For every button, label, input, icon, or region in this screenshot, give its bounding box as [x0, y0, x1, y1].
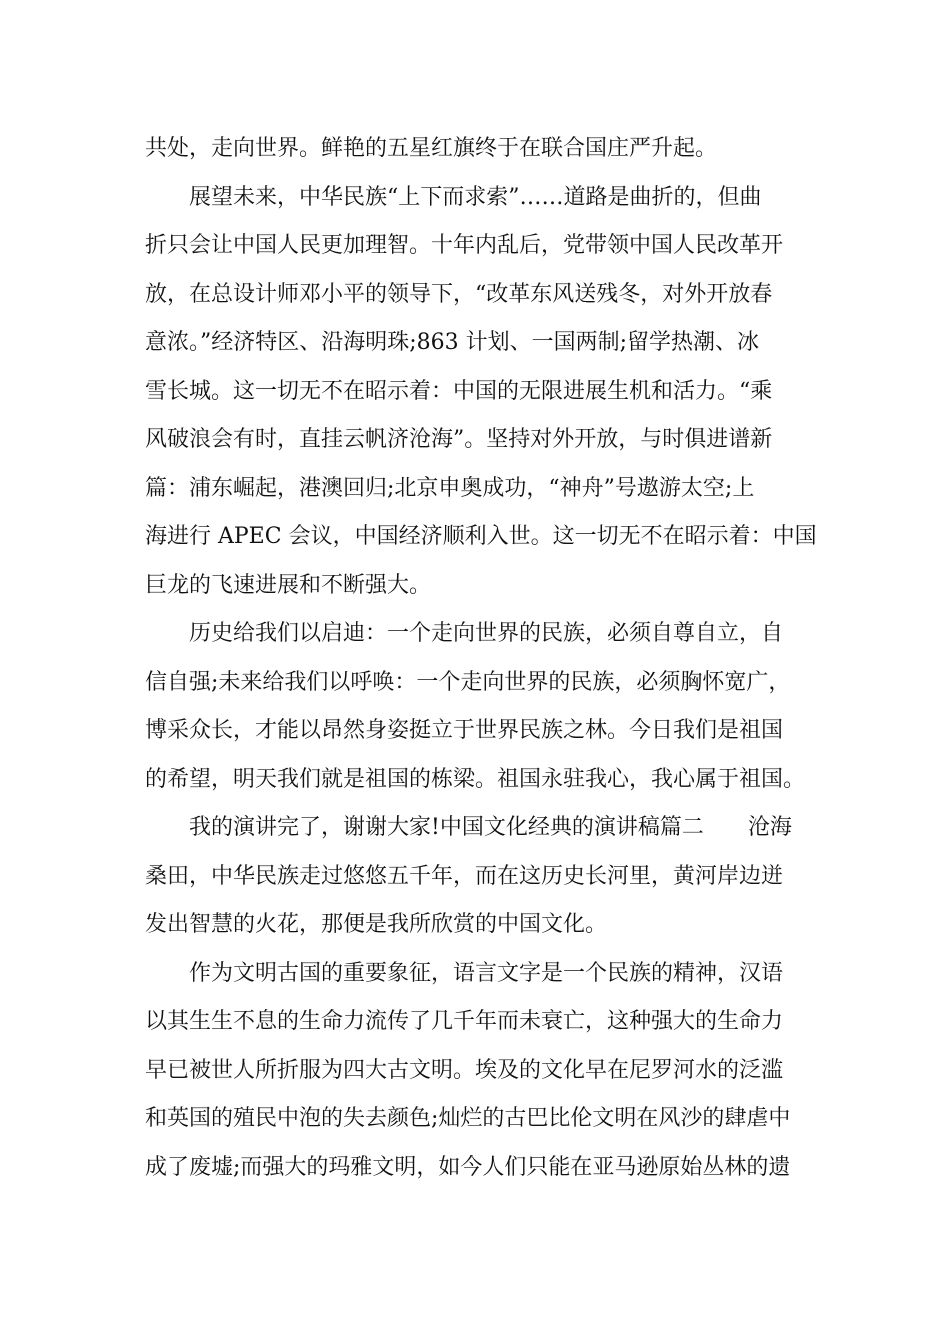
- text-line: 雪长城。这一切无不在昭示着：中国的无限进展生机和活力。“乘: [145, 378, 773, 404]
- text-line: 桑田，中华民族走过悠悠五千年，而在这历史长河里，黄河岸边迸: [145, 863, 784, 889]
- text-line: 作为文明古国的重要象征，语言文字是一个民族的精神，汉语: [189, 960, 784, 986]
- text-line: 以其生生不息的生命力流传了几千年而未衰亡，这种强大的生命力: [145, 1009, 784, 1034]
- text-line: 展望未来，中华民族“上下而求索”……道路是曲折的，但曲: [189, 184, 762, 210]
- text-line: 意浓。”经济特区、沿海明珠;863 计划、一国两制;留学热潮、冰: [145, 330, 760, 355]
- text-line: 成了废墟;而强大的玛雅文明，如今人们只能在亚马逊原始丛林的遗: [145, 1154, 791, 1180]
- text-line: 共处，走向世界。鲜艳的五星红旗终于在联合国庄严升起。: [145, 136, 718, 161]
- text-segment: 我的演讲完了，谢谢大家!中国文化经典的演讲稿篇二: [189, 815, 704, 840]
- text-line: 巨龙的飞速进展和不断强大。: [145, 572, 432, 598]
- text-line: 发出智慧的火花，那便是我所欣赏的中国文化。: [145, 912, 608, 937]
- text-line: 的希望，明天我们就是祖国的栋梁。祖国永驻我心，我心属于祖国。: [145, 766, 806, 792]
- text-line: 海进行 APEC 会议，中国经济顺利入世。这一切无不在昭示着：中国: [145, 524, 817, 549]
- text-line: 早已被世人所折服为四大古文明。埃及的文化早在尼罗河水的泛滥: [145, 1057, 784, 1083]
- text-segment: 沧海: [747, 815, 792, 840]
- text-line: 博采众长，才能以昂然身姿挺立于世界民族之林。今日我们是祖国: [145, 718, 784, 743]
- text-line: 放，在总设计师邓小平的领导下，“改革东风送残冬，对外开放春: [145, 281, 773, 307]
- text-line: 信自强;未来给我们以呼唤：一个走向世界的民族，必须胸怀宽广，: [145, 669, 791, 695]
- text-line: 和英国的殖民中泡的失去颜色;灿烂的古巴比伦文明在风沙的肆虐中: [145, 1106, 791, 1131]
- text-line: 风破浪会有时，直挂云帆济沧海”。坚持对外开放，与时俱进谱新: [145, 427, 773, 452]
- text-line: 篇：浦东崛起，港澳回归;北京申奥成功，“神舟”号遨游太空;上: [145, 475, 755, 501]
- text-line: 折只会让中国人民更加理智。十年内乱后，党带领中国人民改革开: [145, 233, 784, 258]
- document-body: [145, 125, 817, 1192]
- text-line: [145, 804, 807, 853]
- text-line: 历史给我们以启迪：一个走向世界的民族，必须自尊自立，自: [189, 621, 784, 646]
